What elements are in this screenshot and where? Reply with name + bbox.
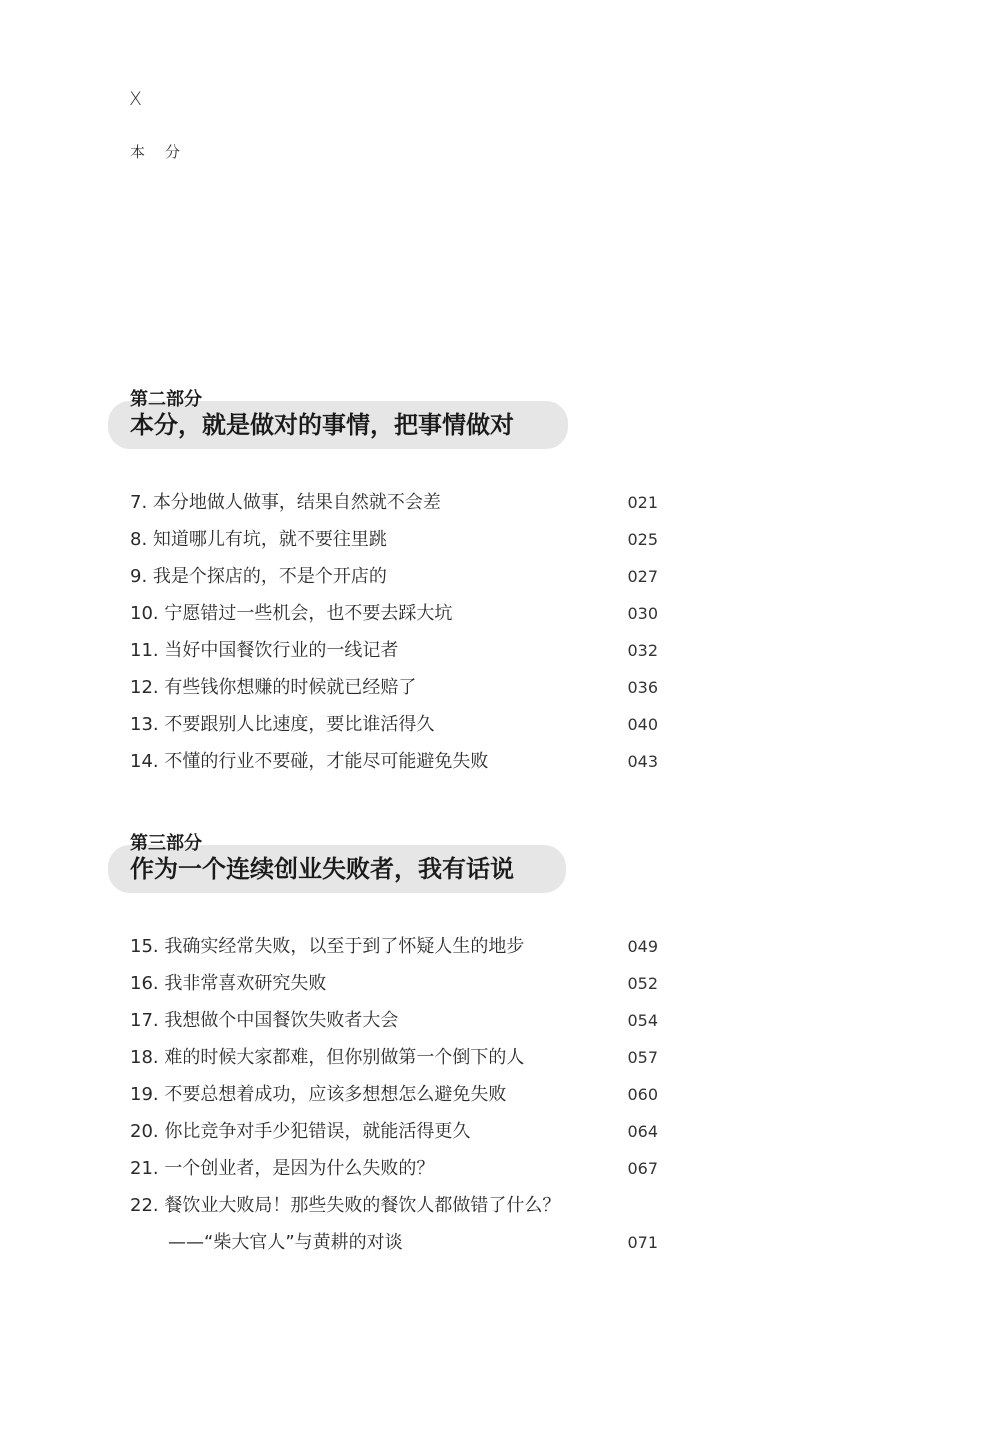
toc-entry-page: 057 — [627, 1048, 658, 1067]
toc-entry-page: 027 — [627, 567, 658, 586]
toc-entry[interactable] — [130, 1150, 660, 1187]
toc-entry-title: 13. 不要跟别人比速度，要比谁活得久 — [130, 714, 435, 735]
toc-entry[interactable] — [130, 928, 660, 965]
part-title: 本分，就是做对的事情，把事情做对 — [130, 411, 514, 439]
toc-entry-title: 14. 不懂的行业不要碰，才能尽可能避免失败 — [130, 751, 489, 772]
toc-entry-page: 036 — [627, 678, 658, 697]
toc-entry-page: 054 — [627, 1011, 658, 1030]
toc-entry[interactable] — [130, 1002, 660, 1039]
page-mark: X — [129, 88, 143, 110]
toc-entry-page: 064 — [627, 1122, 658, 1141]
toc-entry-page: 060 — [627, 1085, 658, 1104]
toc-entry-title: 19. 不要总想着成功，应该多想想怎么避免失败 — [130, 1084, 507, 1105]
toc-entry[interactable] — [130, 669, 660, 706]
toc-entry-page: 043 — [627, 752, 658, 771]
toc-entry[interactable] — [130, 1187, 660, 1224]
toc-entry-page: 052 — [627, 974, 658, 993]
toc-entry-page: 040 — [627, 715, 658, 734]
toc-entry-title: 11. 当好中国餐饮行业的一线记者 — [130, 640, 399, 661]
toc-entry-page: 030 — [627, 604, 658, 623]
toc-list-part-three — [130, 928, 660, 1261]
toc-entry[interactable] — [130, 706, 660, 743]
toc-list-part-two — [130, 484, 660, 780]
toc-entry-title: 8. 知道哪儿有坑，就不要往里跳 — [130, 529, 387, 550]
toc-entry-title: 20. 你比竞争对手少犯错误，就能活得更久 — [130, 1121, 471, 1142]
toc-entry[interactable] — [130, 743, 660, 780]
toc-entry[interactable] — [130, 1039, 660, 1076]
toc-entry-page: 071 — [627, 1233, 658, 1252]
toc-entry-title: 17. 我想做个中国餐饮失败者大会 — [130, 1010, 399, 1031]
toc-entry[interactable] — [130, 484, 660, 521]
part-title: 作为一个连续创业失败者，我有话说 — [130, 855, 514, 883]
toc-entry-page: 021 — [627, 493, 658, 512]
toc-entry-title: 10. 宁愿错过一些机会，也不要去踩大坑 — [130, 603, 453, 624]
toc-entry[interactable] — [130, 521, 660, 558]
toc-entry-title: 12. 有些钱你想赚的时候就已经赔了 — [130, 677, 417, 698]
toc-entry-title: 9. 我是个探店的，不是个开店的 — [130, 566, 387, 587]
toc-entry-page: 049 — [627, 937, 658, 956]
toc-entry[interactable] — [130, 965, 660, 1002]
toc-entry-title: 15. 我确实经常失败，以至于到了怀疑人生的地步 — [130, 936, 525, 957]
part-label: 第二部分 — [130, 389, 202, 410]
toc-entry-title: ——“柴大官人”与黄耕的对谈 — [168, 1232, 403, 1253]
toc-entry[interactable] — [130, 1076, 660, 1113]
toc-entry-title: 22. 餐饮业大败局！那些失败的餐饮人都做错了什么？ — [130, 1195, 561, 1216]
toc-entry[interactable] — [130, 558, 660, 595]
toc-entry[interactable] — [130, 595, 660, 632]
toc-entry-page: 025 — [627, 530, 658, 549]
toc-entry-title: 21. 一个创业者，是因为什么失败的？ — [130, 1158, 435, 1179]
toc-entry[interactable] — [130, 1113, 660, 1150]
toc-entry-title: 7. 本分地做人做事，结果自然就不会差 — [130, 492, 441, 513]
toc-entry-title: 18. 难的时候大家都难，但你别做第一个倒下的人 — [130, 1047, 525, 1068]
toc-entry-page: 067 — [627, 1159, 658, 1178]
toc-entry-subtitle[interactable] — [130, 1224, 660, 1261]
toc-entry-page: 032 — [627, 641, 658, 660]
toc-entry-title: 16. 我非常喜欢研究失败 — [130, 973, 327, 994]
toc-entry[interactable] — [130, 632, 660, 669]
running-head: 本分 — [130, 143, 201, 161]
part-label: 第三部分 — [130, 833, 202, 854]
